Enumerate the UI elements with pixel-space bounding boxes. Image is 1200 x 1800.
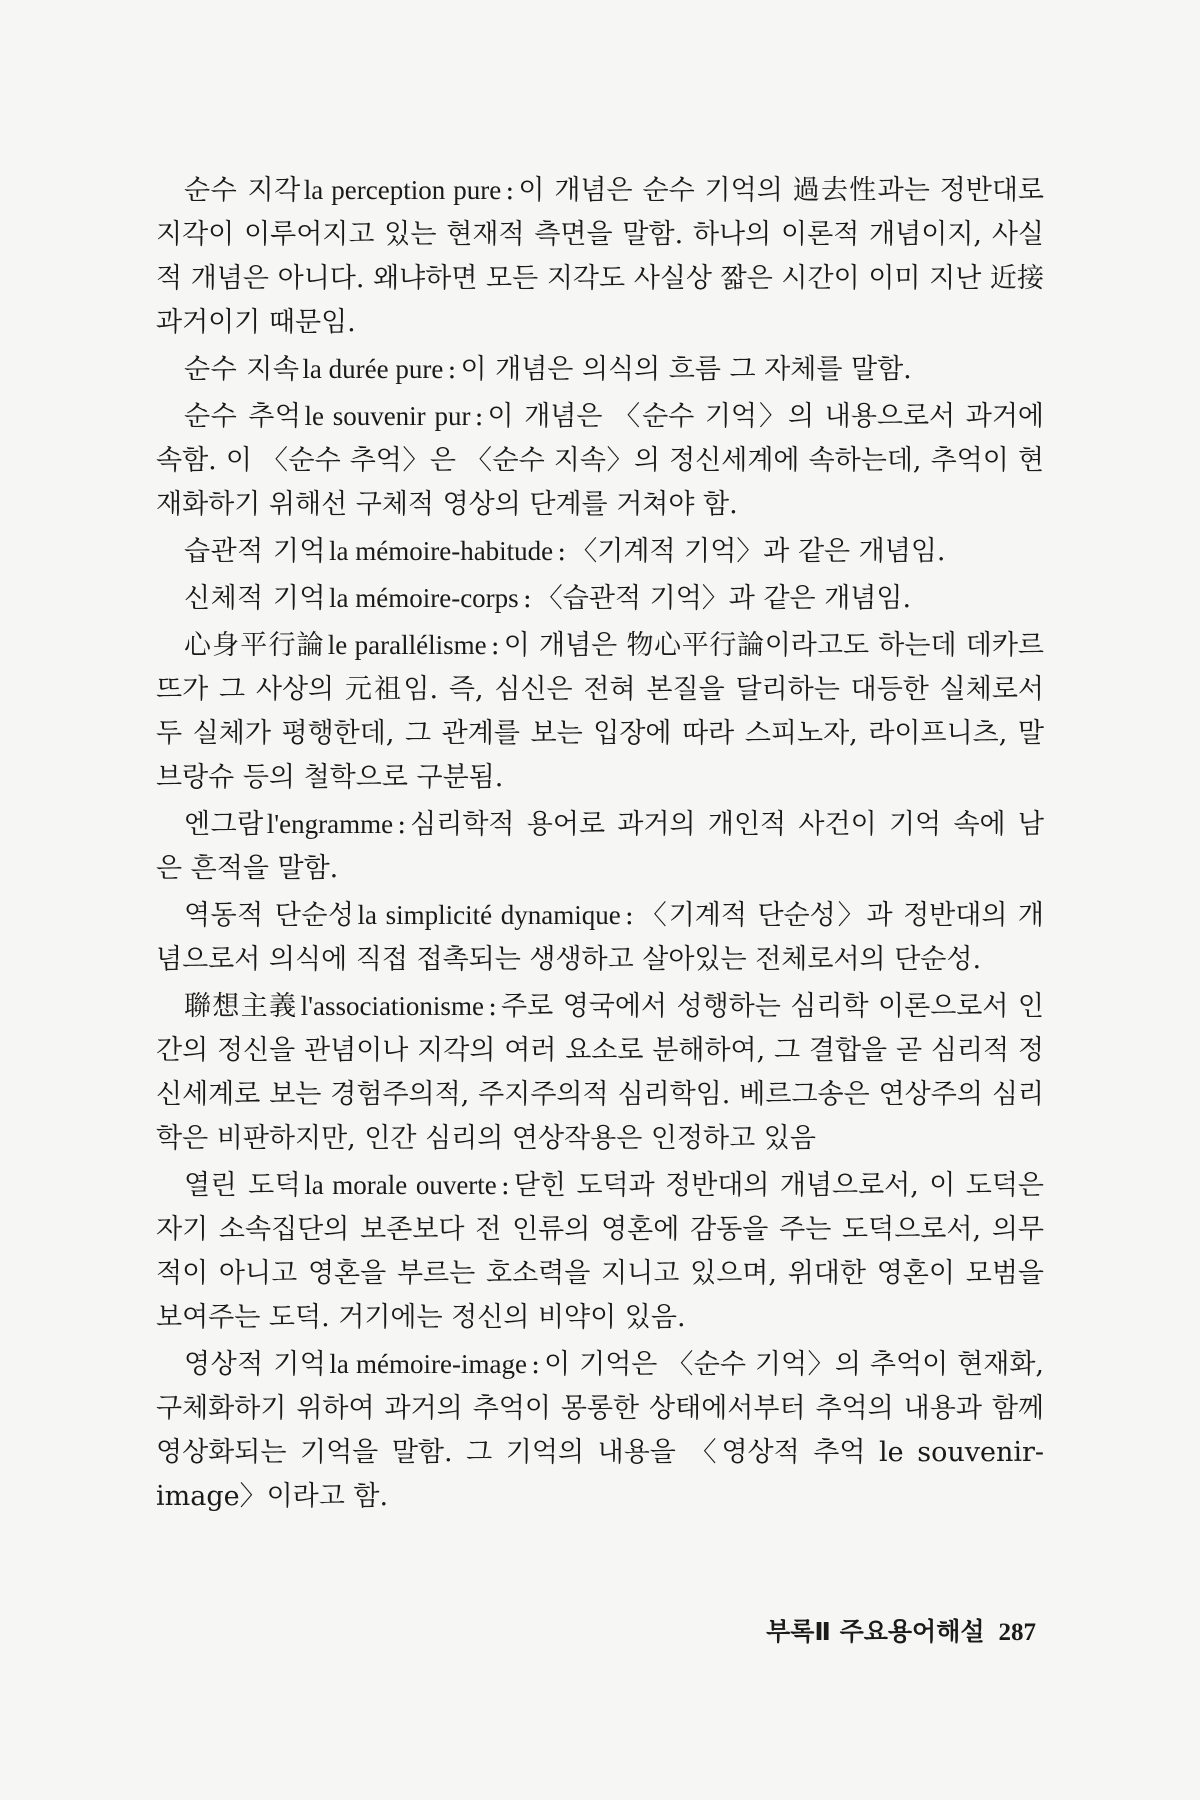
entry-definition: 심리학적 용어로 과거의 개인적 사건이 기억 속에 남은 흔적을 말함.: [156, 809, 1044, 884]
entry-original-term: la mémoire-image: [329, 1349, 527, 1379]
entry-term: 순수 지속: [184, 354, 300, 385]
entry-term: 聯想主義: [184, 991, 298, 1022]
entry-definition: 〈기계적 기억〉과 같은 개념임.: [570, 536, 946, 567]
entry-original-term: la simplicité dynamique: [357, 900, 621, 930]
entry-term: 신체적 기억: [184, 583, 326, 614]
glossary-entry: 순수 지각 la perception pure : 이 개념은 순수 기억의 過去性과는 정반대로 지각이 이루어지고 있는 현재적 측면을 말함. 하나의 이론적 개념이지, 사실적 개념은 아니다. 왜냐하면 모든 지각도 사실상 짧은 시간이 이미 지난 近接 과거이기 때문임.: [156, 175, 1044, 338]
entry-term: 역동적 단순성: [184, 900, 355, 931]
entry-original-term: la durée pure: [302, 354, 444, 384]
entry-definition: 이 기억은 〈순수 기억〉의 추억이 현재화, 구체화하기 위하여 과거의 추억이 몽롱한 상태에서부터 추억의 내용과 함께 영상화되는 기억을 말함. 그 기억의 내용을 〈영상적 추억 le souvenir-image〉이라고 함.: [156, 1349, 1044, 1512]
entry-definition: 〈습관적 기억〉과 같은 개념임.: [535, 583, 912, 614]
glossary-entry: 순수 지속 la durée pure : 이 개념은 의식의 흐름 그 자체를 말함.: [184, 354, 912, 385]
glossary-entry: 순수 추억 le souvenir pur : 이 개념은 〈순수 기억〉의 내용으로서 과거에 속함. 이 〈순수 추억〉은 〈순수 지속〉의 정신세계에 속하는데, 추억이 현재화하기 위해선 구체적 영상의 단계를 거쳐야 함.: [156, 401, 1044, 520]
entry-original-term: la mémoire-corps: [329, 583, 519, 613]
page-footer: [766, 1612, 1036, 1648]
running-footer-title: 부록Ⅱ 주요용어해설: [766, 1617, 985, 1646]
glossary-entry: 聯想主義 l'associationisme : 주로 영국에서 성행하는 심리학 이론으로서 인간의 정신을 관념이나 지각의 여러 요소로 분해하여, 그 결합을 곧 심리적 정신세계로 보는 경험주의적, 주지주의적 심리학임. 베르그송은 연상주의 심리학은 비판하지만, 인간 심리의 연상작용은 인정하고 있음: [156, 991, 1044, 1154]
glossary-entry: 신체적 기억 la mémoire-corps : 〈습관적 기억〉과 같은 개념임.: [184, 583, 912, 614]
glossary-entry: 습관적 기억 la mémoire-habitude : 〈기계적 기억〉과 같은 개념임.: [184, 536, 946, 567]
entry-term: 엔그람: [184, 809, 264, 840]
glossary-body: [156, 168, 1044, 1521]
entry-definition: 이 개념은 〈순수 기억〉의 내용으로서 과거에 속함. 이 〈순수 추억〉은 〈순수 지속〉의 정신세계에 속하는데, 추억이 현재화하기 위해선 구체적 영상의 단계를 거쳐야 함.: [156, 401, 1044, 520]
entry-definition: 이 개념은 순수 기억의 過去性과는 정반대로 지각이 이루어지고 있는 현재적 측면을 말함. 하나의 이론적 개념이지, 사실적 개념은 아니다. 왜냐하면 모든 지각도 사실상 짧은 시간이 이미 지난 近接 과거이기 때문임.: [156, 175, 1044, 338]
entry-definition: 이 개념은 의식의 흐름 그 자체를 말함.: [460, 354, 912, 385]
glossary-entry: 영상적 기억 la mémoire-image : 이 기억은 〈순수 기억〉의 추억이 현재화, 구체화하기 위하여 과거의 추억이 몽롱한 상태에서부터 추억의 내용과 함께 영상화되는 기억을 말함. 그 기억의 내용을 〈영상적 추억 le souvenir-image〉이라고 함.: [156, 1349, 1044, 1512]
entry-term: 순수 추억: [184, 401, 302, 432]
entry-definition: 이 개념은 物心平行論이라고도 하는데 데카르뜨가 그 사상의 元祖임. 즉, 심신은 전혀 본질을 달리하는 대등한 실체로서 두 실체가 평행한데, 그 관계를 보는 입장에 따라 스피노자, 라이프니츠, 말브랑슈 등의 철학으로 구분됨.: [156, 630, 1044, 793]
entry-original-term: le parallélisme: [327, 630, 487, 660]
entry-definition: 주로 영국에서 성행하는 심리학 이론으로서 인간의 정신을 관념이나 지각의 여러 요소로 분해하여, 그 결합을 곧 심리적 정신세계로 보는 경험주의적, 주지주의적 심리학임. 베르그송은 연상주의 심리학은 비판하지만, 인간 심리의 연상작용은 인정하고 있음: [156, 991, 1044, 1154]
entry-original-term: la perception pure: [303, 175, 502, 205]
glossary-entry: 열린 도덕 la morale ouverte : 닫힌 도덕과 정반대의 개념으로서, 이 도덕은 자기 소속집단의 보존보다 전 인류의 영혼에 감동을 주는 도덕으로서, 의무적이 아니고 영혼을 부르는 호소력을 지니고 있으며, 위대한 영혼이 모범을 보여주는 도덕. 거기에는 정신의 비약이 있음.: [156, 1170, 1044, 1333]
entry-definition: 〈기계적 단순성〉과 정반대의 개념으로서 의식에 직접 접촉되는 생생하고 살아있는 전체로서의 단순성.: [156, 900, 1044, 975]
entry-term: 순수 지각: [184, 175, 301, 206]
glossary-entry: 心身平行論 le parallélisme : 이 개념은 物心平行論이라고도 하는데 데카르뜨가 그 사상의 元祖임. 즉, 심신은 전혀 본질을 달리하는 대등한 실체로서 두 실체가 평행한데, 그 관계를 보는 입장에 따라 스피노자, 라이프니츠, 말브랑슈 등의 철학으로 구분됨.: [156, 630, 1044, 793]
entry-term: 열린 도덕: [184, 1170, 302, 1201]
glossary-entry: 엔그람 l'engramme : 심리학적 용어로 과거의 개인적 사건이 기억 속에 남은 흔적을 말함.: [156, 809, 1044, 884]
entry-original-term: l'associationisme: [300, 991, 484, 1021]
glossary-entry: 역동적 단순성 la simplicité dynamique : 〈기계적 단순성〉과 정반대의 개념으로서 의식에 직접 접촉되는 생생하고 살아있는 전체로서의 단순성.: [156, 900, 1044, 975]
entry-original-term: la mémoire-habitude: [329, 536, 554, 566]
entry-term: 습관적 기억: [184, 536, 326, 567]
entry-original-term: l'engramme: [266, 809, 394, 839]
entry-original-term: la morale ouverte: [304, 1170, 497, 1200]
entry-term: 心身平行論: [184, 630, 325, 661]
page-number: 287: [998, 1619, 1036, 1646]
entry-original-term: le souvenir pur: [304, 401, 471, 431]
entry-term: 영상적 기억: [184, 1349, 327, 1380]
entry-definition: 닫힌 도덕과 정반대의 개념으로서, 이 도덕은 자기 소속집단의 보존보다 전 인류의 영혼에 감동을 주는 도덕으로서, 의무적이 아니고 영혼을 부르는 호소력을 지니고 있으며, 위대한 영혼이 모범을 보여주는 도덕. 거기에는 정신의 비약이 있음.: [156, 1170, 1044, 1333]
